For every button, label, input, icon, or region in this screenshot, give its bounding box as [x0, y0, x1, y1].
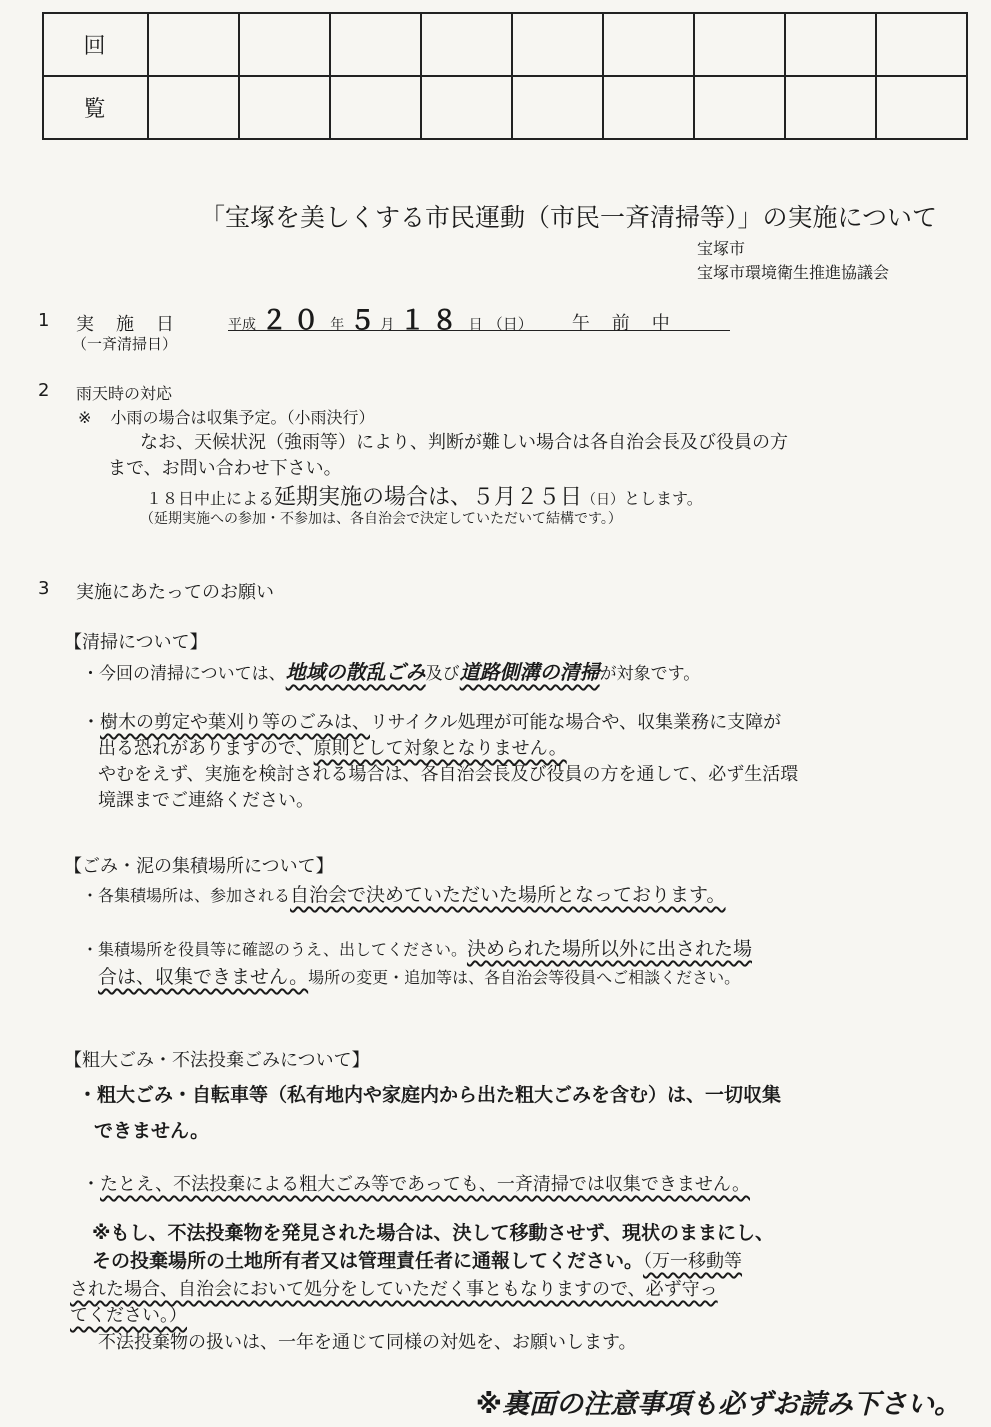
circulation-label-bottom: 覧	[43, 76, 148, 139]
section-2-number: 2	[38, 380, 50, 401]
section-1-number: 1	[38, 310, 50, 331]
document-title: 「宝塚を美しくする市民運動（市民一斉清掃等）」の実施について	[200, 203, 938, 232]
cleaning-b2-line2-ul: 原則として対象となりません。	[313, 738, 567, 759]
circulation-cell	[421, 76, 512, 139]
circulation-cell	[148, 13, 239, 76]
date-nen: 年	[330, 317, 345, 333]
date-weekday: （日）	[487, 315, 533, 333]
circulation-cell	[694, 13, 785, 76]
issuer-council: 宝塚市環境衛生推進協議会	[697, 263, 890, 282]
circulation-cell	[239, 13, 330, 76]
warning-line1: ※もし、不法投棄物を発見された場合は、決して移動させず、現状のままにし、	[92, 1222, 774, 1244]
warning-line4: てください。）	[70, 1305, 187, 1326]
cleaning-b2-dot: ・	[82, 712, 100, 733]
cleaning-b1-em2: 道路側溝の清掃	[459, 660, 600, 684]
collection-heading: 【ごみ・泥の集積場所について】	[64, 856, 334, 877]
circulation-cell	[330, 13, 421, 76]
cleaning-b1-pre: ・今回の清掃については、	[82, 664, 286, 684]
note-mark: ※	[78, 408, 92, 427]
dumping-bullet-1-line2: できません。	[94, 1120, 210, 1142]
collection-bullet-2-line2	[98, 962, 740, 989]
date-time: 午 前 中	[571, 313, 672, 334]
cleaning-heading: 【清掃について】	[64, 632, 208, 653]
postpone-prefix: １８日中止による	[146, 489, 275, 508]
circulation-cell	[603, 13, 694, 76]
footer-note: ※裏面の注意事項も必ずお読み下さい。	[475, 1389, 961, 1420]
cleaning-bullet-1	[82, 656, 700, 685]
circulation-label-top: 回	[43, 13, 148, 76]
issuer-city: 宝塚市	[697, 239, 746, 258]
postpone-note: （延期実施への参加・不参加は、各自治会で決定していただいて結構です。）	[140, 511, 622, 527]
warning-line2-bold: その投棄場所の土地所有者又は管理責任者に通報してください。	[92, 1250, 644, 1272]
cleaning-bullet-2-line2	[98, 734, 567, 760]
dumping-bullet-2	[82, 1170, 750, 1196]
collection-b2-ul2: 合は、収集できません。	[98, 966, 309, 988]
date-value	[228, 300, 730, 336]
date-era: 平成	[228, 317, 256, 333]
warning-line2	[92, 1246, 742, 1273]
cleaning-b2-ul: 樹木の剪定や葉刈り等のごみは、	[100, 712, 370, 733]
date-label: 実 施 日	[76, 314, 176, 335]
postpone-suffix: とします。	[624, 489, 703, 508]
circulation-cell	[785, 13, 876, 76]
requests-title: 実施にあたってのお願い	[76, 582, 274, 603]
collection-bullet-1	[82, 880, 726, 907]
circulation-cell	[512, 13, 603, 76]
circulation-table	[42, 12, 968, 140]
dumping-b2-dot: ・	[82, 1174, 100, 1195]
circulation-cell	[512, 76, 603, 139]
cleaning-b1-em1: 地域の散乱ごみ	[285, 660, 426, 684]
date-sublabel: （一斉清掃日）	[72, 335, 178, 353]
cleaning-b2-rest: リサイクル処理が可能な場合や、収集業務に支障が	[370, 712, 782, 733]
date-year: ２０	[261, 306, 326, 336]
circulation-cell	[876, 76, 967, 139]
dumping-b2-ul: たとえ、不法投棄による粗大ごみ等であっても、一斉清掃では収集できません。	[100, 1174, 750, 1195]
cleaning-b1-post: が対象です。	[599, 664, 701, 684]
dumping-heading: 【粗大ごみ・不法投棄ごみについて】	[64, 1050, 370, 1071]
postpone-main: 延期実施の場合は、５月２５日	[274, 485, 583, 510]
warning-line3: された場合、自治会において処分をしていただく事ともなりますので、必ず守っ	[70, 1279, 718, 1300]
circulation-cell	[239, 76, 330, 139]
circulation-cell	[694, 76, 785, 139]
date-month: ５	[349, 306, 376, 336]
collection-b2-ul1: 決められた場所以外に出された場	[466, 938, 752, 960]
dumping-bullet-1-line1: ・粗大ごみ・自転車等（私有地内や家庭内から出た粗大ごみを含む）は、一切収集	[78, 1084, 782, 1106]
section-3-number: 3	[38, 578, 50, 599]
collection-b1-pre: ・各集積場所は、参加される	[82, 886, 291, 905]
postpone-line	[146, 480, 703, 511]
collection-bullet-2	[82, 934, 752, 961]
rain-note	[78, 405, 375, 428]
collection-b2-post: 場所の変更・追加等は、各自治会等役員へご相談ください。	[308, 968, 741, 987]
circulation-cell	[785, 76, 876, 139]
circulation-cell	[421, 13, 512, 76]
cleaning-bullet-2	[82, 708, 781, 734]
rain-title: 雨天時の対応	[76, 384, 173, 403]
cleaning-b1-mid: 及び	[425, 664, 460, 684]
circulation-cell	[148, 76, 239, 139]
rain-note-main: 小雨の場合は収集予定。	[110, 408, 287, 427]
cleaning-bullet-2-line3: やむをえず、実施を検討される場合は、各自治会長及び役員の方を通して、必ず生活環	[98, 764, 799, 785]
postpone-weekday: （日）	[582, 492, 625, 508]
cleaning-b2-line2-pre: 出る恐れがありますので、	[98, 738, 314, 759]
rain-note-paren: （小雨決行）	[286, 408, 375, 427]
circulation-cell	[876, 13, 967, 76]
rain-para-line2: まで、お問い合わせ下さい。	[108, 458, 342, 479]
cleaning-bullet-2-line4: 境課までご連絡ください。	[98, 790, 314, 811]
date-gatsu: 月	[380, 317, 395, 333]
rain-para-line1: なお、天候状況（強雨等）により、判断が難しい場合は各自治会長及び役員の方	[140, 432, 788, 453]
warning-line2-rest: （万一移動等	[643, 1251, 743, 1272]
circulation-cell	[603, 76, 694, 139]
collection-b2-pre: ・集積場所を役員等に確認のうえ、出してください。	[82, 940, 467, 959]
date-nichi: 日	[468, 317, 483, 333]
collection-b1-ul: 自治会で決めていただいた場所となっております。	[290, 884, 726, 906]
date-day: １８	[399, 306, 464, 336]
circulation-cell	[330, 76, 421, 139]
dumping-closing: 不法投棄物の扱いは、一年を通じて同様の対処を、お願いします。	[98, 1332, 637, 1353]
